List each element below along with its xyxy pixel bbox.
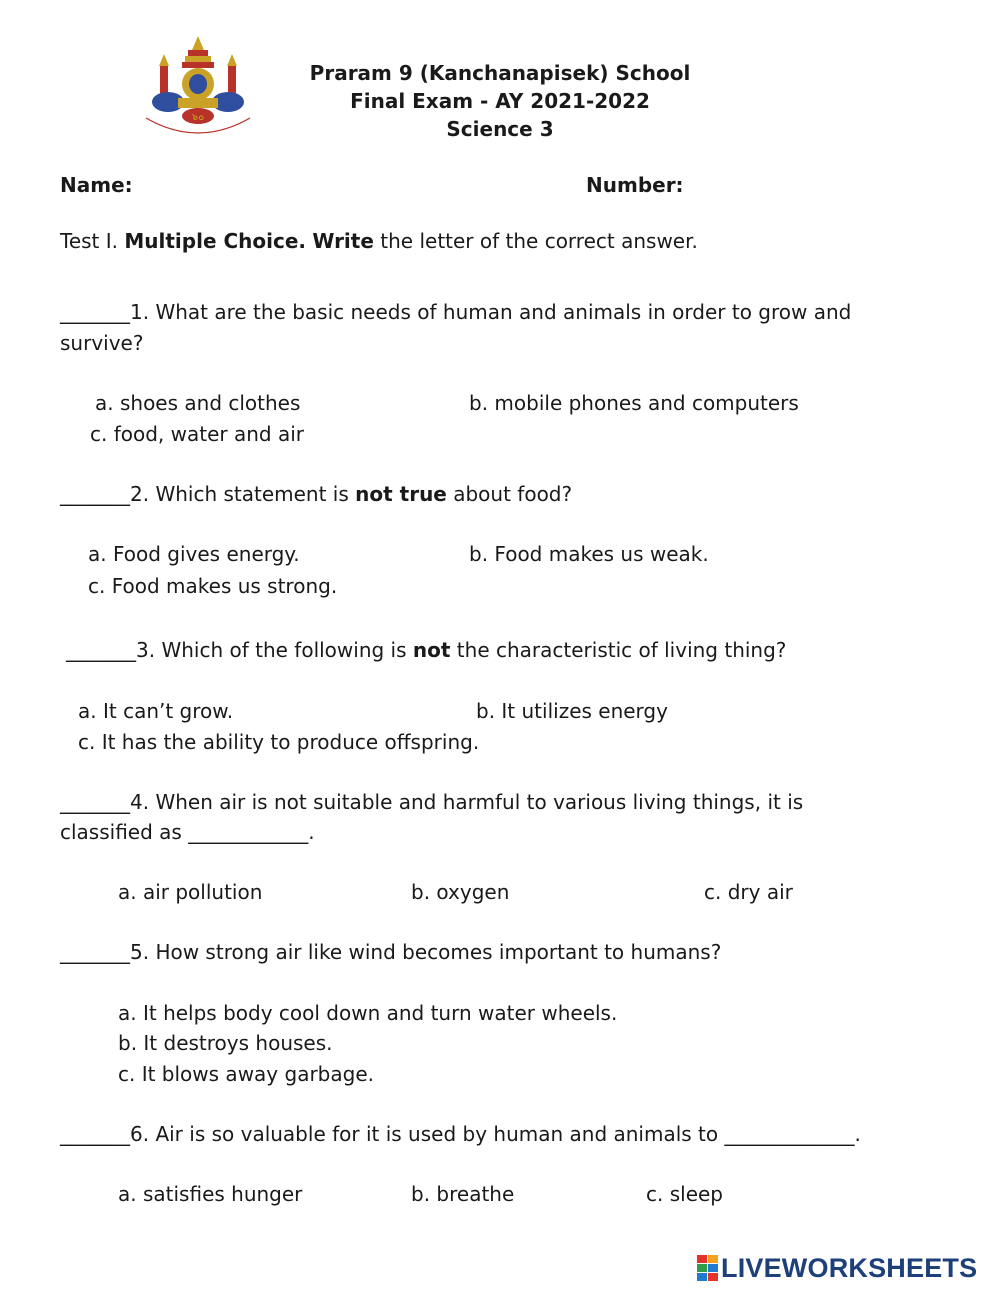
answer-blank-1[interactable]: _______ bbox=[60, 300, 130, 324]
question-6 bbox=[60, 1119, 861, 1149]
q5-option-b: b. It destroys houses. bbox=[118, 1031, 333, 1055]
q5-option-c: c. It blows away garbage. bbox=[118, 1062, 374, 1086]
answer-blank-3[interactable]: _______ bbox=[66, 638, 136, 662]
question-2-emphasis: not true bbox=[355, 482, 447, 506]
answer-blank-5[interactable]: _______ bbox=[60, 940, 130, 964]
question-2-text-after: about food? bbox=[446, 482, 573, 506]
school-name: Praram 9 (Kanchanapisek) School bbox=[309, 61, 691, 85]
q6-option-a: a. satisfies hunger bbox=[118, 1182, 303, 1206]
instructions-suffix: the letter of the correct answer. bbox=[373, 229, 698, 253]
q3-option-a: a. It can’t grow. bbox=[78, 699, 234, 723]
question-2-text-before: 2. Which statement is bbox=[130, 482, 356, 506]
answer-blank-4[interactable]: _______ bbox=[60, 790, 130, 814]
name-label: Name: bbox=[60, 173, 133, 197]
liveworksheets-watermark bbox=[697, 1252, 977, 1284]
exam-title: Final Exam - AY 2021-2022 bbox=[350, 89, 650, 113]
q3-option-c: c. It has the ability to produce offspring. bbox=[78, 730, 480, 754]
instructions-bold-2: Write bbox=[312, 229, 374, 253]
question-6-text: 6. Air is so valuable for it is used by human and animals to _____________. bbox=[130, 1122, 861, 1146]
q2-option-b: b. Food makes us weak. bbox=[469, 542, 709, 566]
q6-option-c: c. sleep bbox=[646, 1182, 723, 1206]
instructions-bold-1: Multiple Choice. bbox=[124, 229, 306, 253]
q4-option-b: b. oxygen bbox=[411, 880, 510, 904]
instructions-prefix: Test I. bbox=[60, 229, 125, 253]
question-3-text-after: the characteristic of living thing? bbox=[450, 638, 787, 662]
question-4-line-2: classified as ____________. bbox=[60, 820, 315, 844]
liveworksheets-blocks-icon bbox=[697, 1255, 718, 1281]
question-1-line-2: survive? bbox=[60, 331, 144, 355]
q2-option-a: a. Food gives energy. bbox=[88, 542, 300, 566]
q4-option-c: c. dry air bbox=[704, 880, 793, 904]
q1-option-c: c. food, water and air bbox=[90, 422, 304, 446]
answer-blank-6[interactable]: _______ bbox=[60, 1122, 130, 1146]
question-5-text: 5. How strong air like wind becomes important to humans? bbox=[130, 940, 722, 964]
question-3-emphasis: not bbox=[412, 638, 451, 662]
number-label: Number: bbox=[586, 173, 684, 197]
svg-text:๖๐: ๖๐ bbox=[191, 112, 205, 123]
q5-option-a: a. It helps body cool down and turn water wheels. bbox=[118, 1001, 618, 1025]
question-5 bbox=[60, 937, 721, 967]
q3-option-b: b. It utilizes energy bbox=[476, 699, 668, 723]
q1-option-a: a. shoes and clothes bbox=[95, 391, 301, 415]
answer-blank-2[interactable]: _______ bbox=[60, 482, 130, 506]
instructions bbox=[60, 226, 698, 256]
q4-option-a: a. air pollution bbox=[118, 880, 263, 904]
q1-option-b: b. mobile phones and computers bbox=[469, 391, 799, 415]
q6-option-b: b. breathe bbox=[411, 1182, 515, 1206]
question-2 bbox=[60, 479, 572, 509]
subject-title: Science 3 bbox=[446, 117, 554, 141]
question-1 bbox=[60, 297, 851, 327]
q2-option-c: c. Food makes us strong. bbox=[88, 574, 338, 598]
liveworksheets-text: LIVEWORKSHEETS bbox=[721, 1252, 978, 1283]
question-1-text: 1. What are the basic needs of human and animals in order to grow and bbox=[130, 300, 852, 324]
question-4 bbox=[60, 787, 803, 817]
question-3-text-before: 3. Which of the following is bbox=[136, 638, 413, 662]
question-4-text: 4. When air is not suitable and harmful to various living things, it is bbox=[130, 790, 804, 814]
question-3 bbox=[66, 635, 786, 665]
